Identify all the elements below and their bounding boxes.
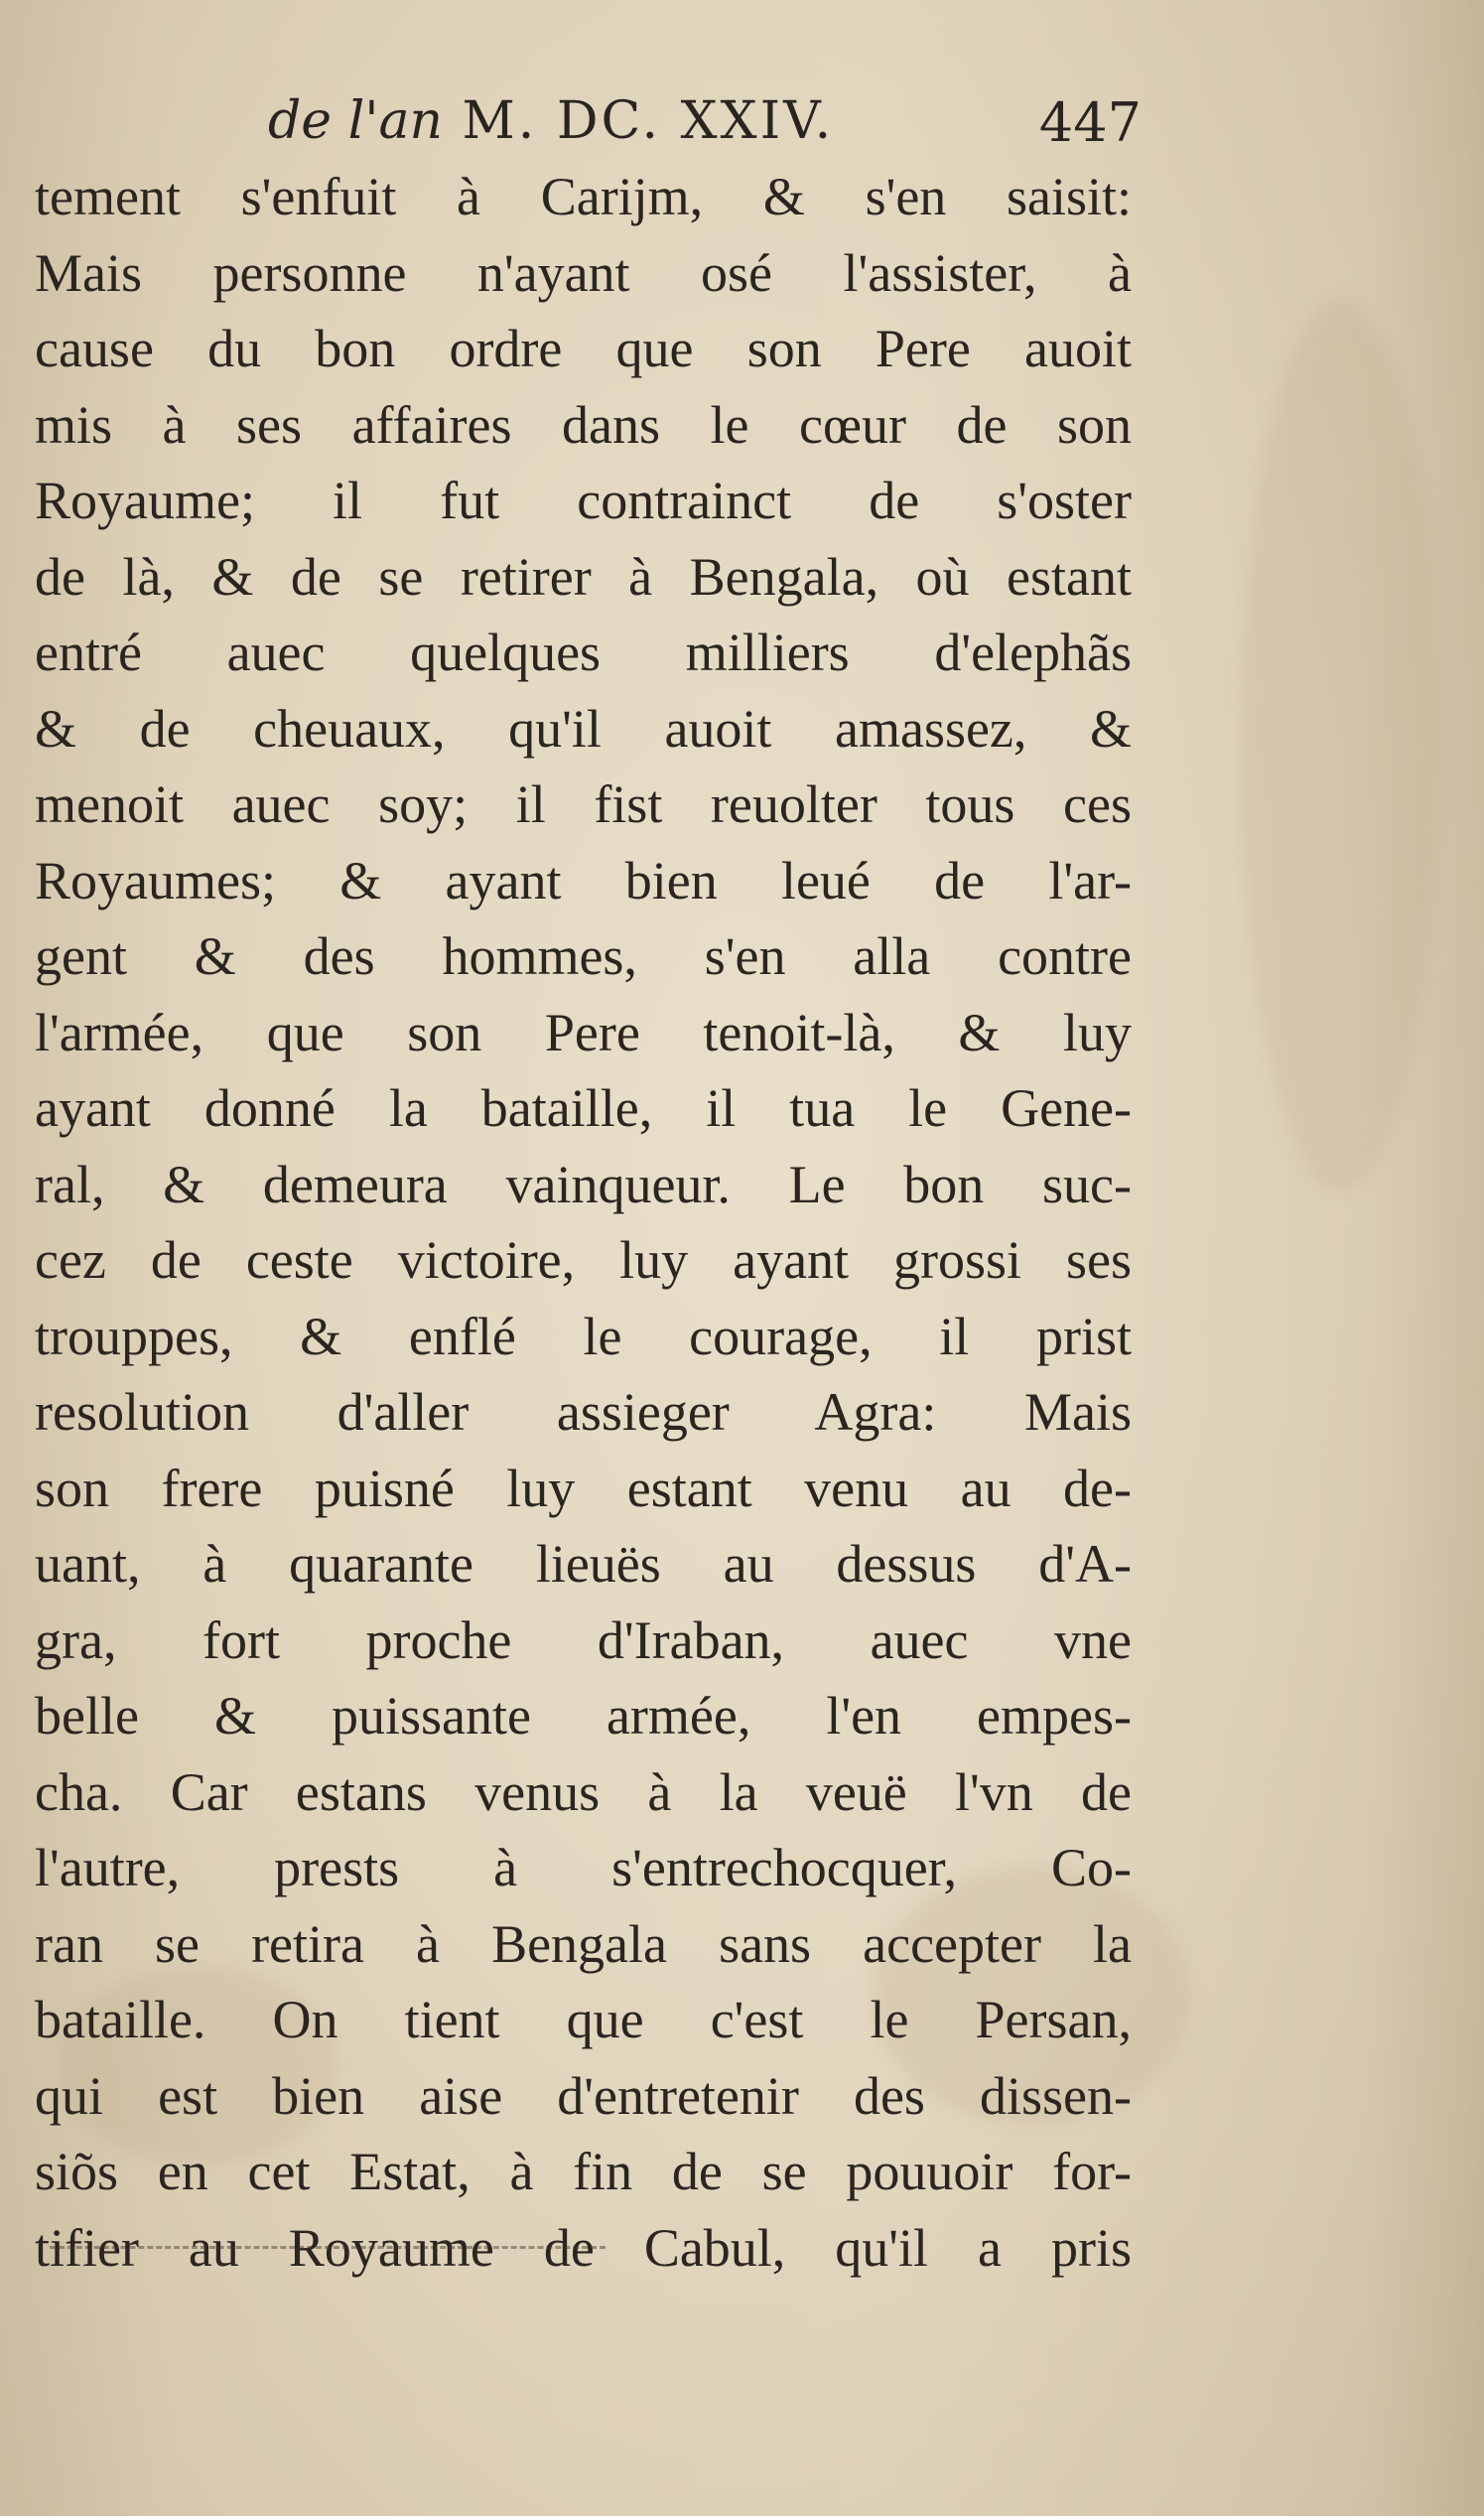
paper-stain: [1241, 298, 1439, 1191]
text-line: entré auec quelques milliers d'elephãs: [35, 623, 1132, 682]
catchword-rule: [50, 2246, 606, 2249]
text-line: bataille. On tient que c'est le Persan,: [35, 1990, 1132, 2049]
text-line: Royaumes; & ayant bien leué de l'ar-: [35, 850, 1132, 910]
text-line: tement s'enfuit à Carijm, & s'en saisit:: [35, 167, 1132, 226]
text-line: & de cheuaux, qu'il auoit amassez, &: [35, 698, 1132, 759]
running-head: [268, 91, 834, 151]
running-head-italic: de l'an: [268, 91, 444, 151]
text-line: l'autre, prests à s'entrechocquer, Co-: [35, 1838, 1132, 1897]
text-line: gent & des hommes, s'en alla contre: [35, 926, 1132, 986]
text-line: l'armée, que son Pere tenoit-là, & luy: [35, 1002, 1132, 1062]
text-line: trouppes, & enflé le courage, il prist: [35, 1306, 1132, 1366]
running-head-year: M. DC. XXIV.: [462, 91, 835, 151]
text-line: cez de ceste victoire, luy ayant grossi ses: [35, 1230, 1132, 1290]
text-line: ran se retira à Bengala sans accepter la: [35, 1913, 1132, 1974]
text-line: cha. Car estans venus à la veuë l'vn de: [35, 1761, 1132, 1822]
text-line: ayant donné la bataille, il tua le Gene-: [35, 1078, 1132, 1138]
text-line: menoit auec soy; il fist reuolter tous ces: [35, 774, 1132, 834]
text-line: Mais personne n'ayant osé l'assister, à: [35, 242, 1132, 303]
text-line: belle & puissante armée, l'en empes-: [35, 1686, 1132, 1746]
text-line: uant, à quarante lieuës au dessus d'A-: [35, 1534, 1132, 1594]
text-line: de là, & de se retirer à Bengala, où estant: [35, 546, 1132, 607]
body-text: [35, 159, 1132, 2286]
text-line: ral, & demeura vainqueur. Le bon suc-: [35, 1154, 1132, 1214]
page-header: [268, 91, 1142, 161]
text-line: resolution d'aller assieger Agra: Mais: [35, 1382, 1132, 1442]
text-line: qui est bien aise d'entretenir des dissen-: [35, 2065, 1132, 2126]
text-line: tifier au Royaume de Cabul, qu'il a pris: [35, 2217, 1132, 2278]
page-number: 447: [1038, 91, 1142, 154]
text-line: gra, fort proche d'Iraban, auec vne: [35, 1609, 1132, 1670]
text-line: Royaume; il fut contrainct de s'oster: [35, 471, 1132, 530]
text-line: cause du bon ordre que son Pere auoit: [35, 319, 1132, 378]
text-line: mis à ses affaires dans le cœur de son: [35, 394, 1132, 455]
text-line: siõs en cet Estat, à fin de se pouuoir for-: [35, 2142, 1132, 2201]
text-line: son frere puisné luy estant venu au de-: [35, 1458, 1132, 1518]
